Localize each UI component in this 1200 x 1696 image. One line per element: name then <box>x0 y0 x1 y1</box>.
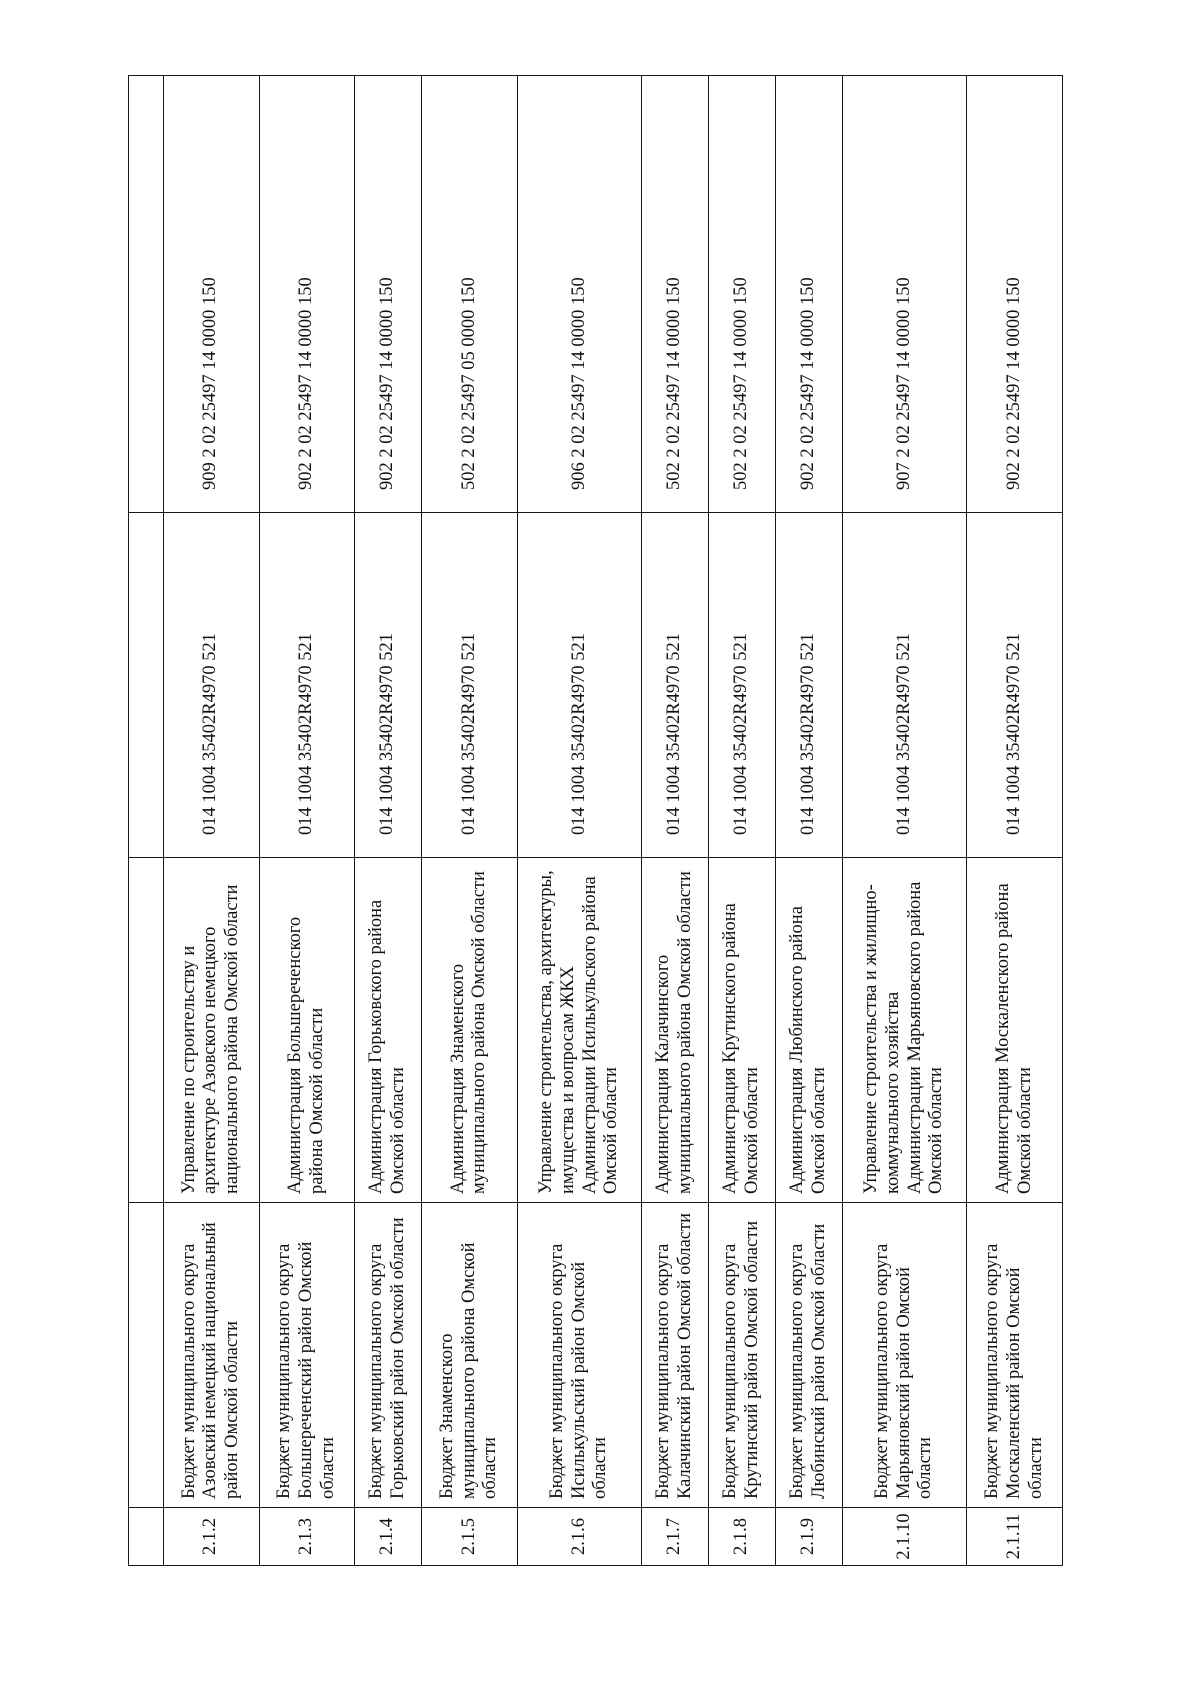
empty-cell <box>129 1508 164 1566</box>
budget-administrator: Управление по строительству и архитектуре Азовского немецкого национального района Омской области <box>164 858 260 1203</box>
income-code: 902 2 02 25497 14 0000 150 <box>355 76 422 513</box>
table-row <box>709 76 776 1566</box>
empty-cell <box>129 1203 164 1508</box>
expense-code: 014 1004 35402R4970 521 <box>164 513 260 858</box>
row-number: 2.1.8 <box>709 1508 776 1566</box>
budget-administrator: Администрация Горьковского района Омской области <box>355 858 422 1203</box>
budget-administrator: Администрация Большереченского района Омской области <box>259 858 355 1203</box>
expense-code: 014 1004 35402R4970 521 <box>709 513 776 858</box>
row-number: 2.1.10 <box>842 1508 966 1566</box>
budget-administrator: Администрация Крутинского района Омской области <box>709 858 776 1203</box>
budget-recipient: Бюджет муниципального округа Азовский немецкий национальный район Омской области <box>164 1203 260 1508</box>
budget-table <box>128 75 1063 1566</box>
income-code: 906 2 02 25497 14 0000 150 <box>517 76 641 513</box>
empty-cell <box>129 513 164 858</box>
budget-recipient: Бюджет муниципального округа Москаленский район Омской области <box>967 1203 1063 1508</box>
expense-code: 014 1004 35402R4970 521 <box>422 513 518 858</box>
rotated-page <box>128 76 1063 1566</box>
row-number: 2.1.3 <box>259 1508 355 1566</box>
table-row <box>422 76 518 1566</box>
budget-recipient: Бюджет муниципального округа Горьковский район Омской области <box>355 1203 422 1508</box>
row-number: 2.1.7 <box>642 1508 709 1566</box>
table-row <box>259 76 355 1566</box>
table-row <box>775 76 842 1566</box>
row-number: 2.1.4 <box>355 1508 422 1566</box>
row-number: 2.1.11 <box>967 1508 1063 1566</box>
budget-recipient: Бюджет муниципального округа Марьяновский район Омской области <box>842 1203 966 1508</box>
budget-recipient: Бюджет муниципального округа Крутинский район Омской области <box>709 1203 776 1508</box>
budget-administrator: Администрация Калачинского муниципального района Омской области <box>642 858 709 1203</box>
budget-administrator: Администрация Москаленского района Омской области <box>967 858 1063 1203</box>
row-number: 2.1.5 <box>422 1508 518 1566</box>
table-row <box>164 76 260 1566</box>
income-code: 907 2 02 25497 14 0000 150 <box>842 76 966 513</box>
expense-code: 014 1004 35402R4970 521 <box>967 513 1063 858</box>
expense-code: 014 1004 35402R4970 521 <box>642 513 709 858</box>
row-number: 2.1.2 <box>164 1508 260 1566</box>
empty-cell <box>129 858 164 1203</box>
table-row <box>355 76 422 1566</box>
budget-recipient: Бюджет Знаменского муниципального района Омской области <box>422 1203 518 1508</box>
budget-administrator: Администрация Любинского района Омской области <box>775 858 842 1203</box>
income-code: 909 2 02 25497 14 0000 150 <box>164 76 260 513</box>
income-code: 502 2 02 25497 14 0000 150 <box>709 76 776 513</box>
table-row <box>642 76 709 1566</box>
budget-administrator: Управление строительства и жилищно-коммунального хозяйства Администрации Марьяновского района Омской области <box>842 858 966 1203</box>
table-row <box>967 76 1063 1566</box>
budget-administrator: Администрация Знаменского муниципального района Омской области <box>422 858 518 1203</box>
income-code: 902 2 02 25497 14 0000 150 <box>259 76 355 513</box>
expense-code: 014 1004 35402R4970 521 <box>259 513 355 858</box>
budget-administrator: Управление строительства, архитектуры, имущества и вопросам ЖКХ Администрации Исилькульского района Омской области <box>517 858 641 1203</box>
expense-code: 014 1004 35402R4970 521 <box>775 513 842 858</box>
table-row <box>842 76 966 1566</box>
row-number: 2.1.9 <box>775 1508 842 1566</box>
income-code: 902 2 02 25497 14 0000 150 <box>967 76 1063 513</box>
empty-cell <box>129 76 164 513</box>
budget-recipient: Бюджет муниципального округа Большереченский район Омской области <box>259 1203 355 1508</box>
budget-recipient: Бюджет муниципального округа Калачинский район Омской области <box>642 1203 709 1508</box>
expense-code: 014 1004 35402R4970 521 <box>842 513 966 858</box>
row-number: 2.1.6 <box>517 1508 641 1566</box>
table-top-row <box>129 76 164 1566</box>
budget-recipient: Бюджет муниципального округа Любинский район Омской области <box>775 1203 842 1508</box>
income-code: 902 2 02 25497 14 0000 150 <box>775 76 842 513</box>
expense-code: 014 1004 35402R4970 521 <box>355 513 422 858</box>
budget-recipient: Бюджет муниципального округа Исилькульский район Омской области <box>517 1203 641 1508</box>
income-code: 502 2 02 25497 05 0000 150 <box>422 76 518 513</box>
expense-code: 014 1004 35402R4970 521 <box>517 513 641 858</box>
income-code: 502 2 02 25497 14 0000 150 <box>642 76 709 513</box>
table-row <box>517 76 641 1566</box>
